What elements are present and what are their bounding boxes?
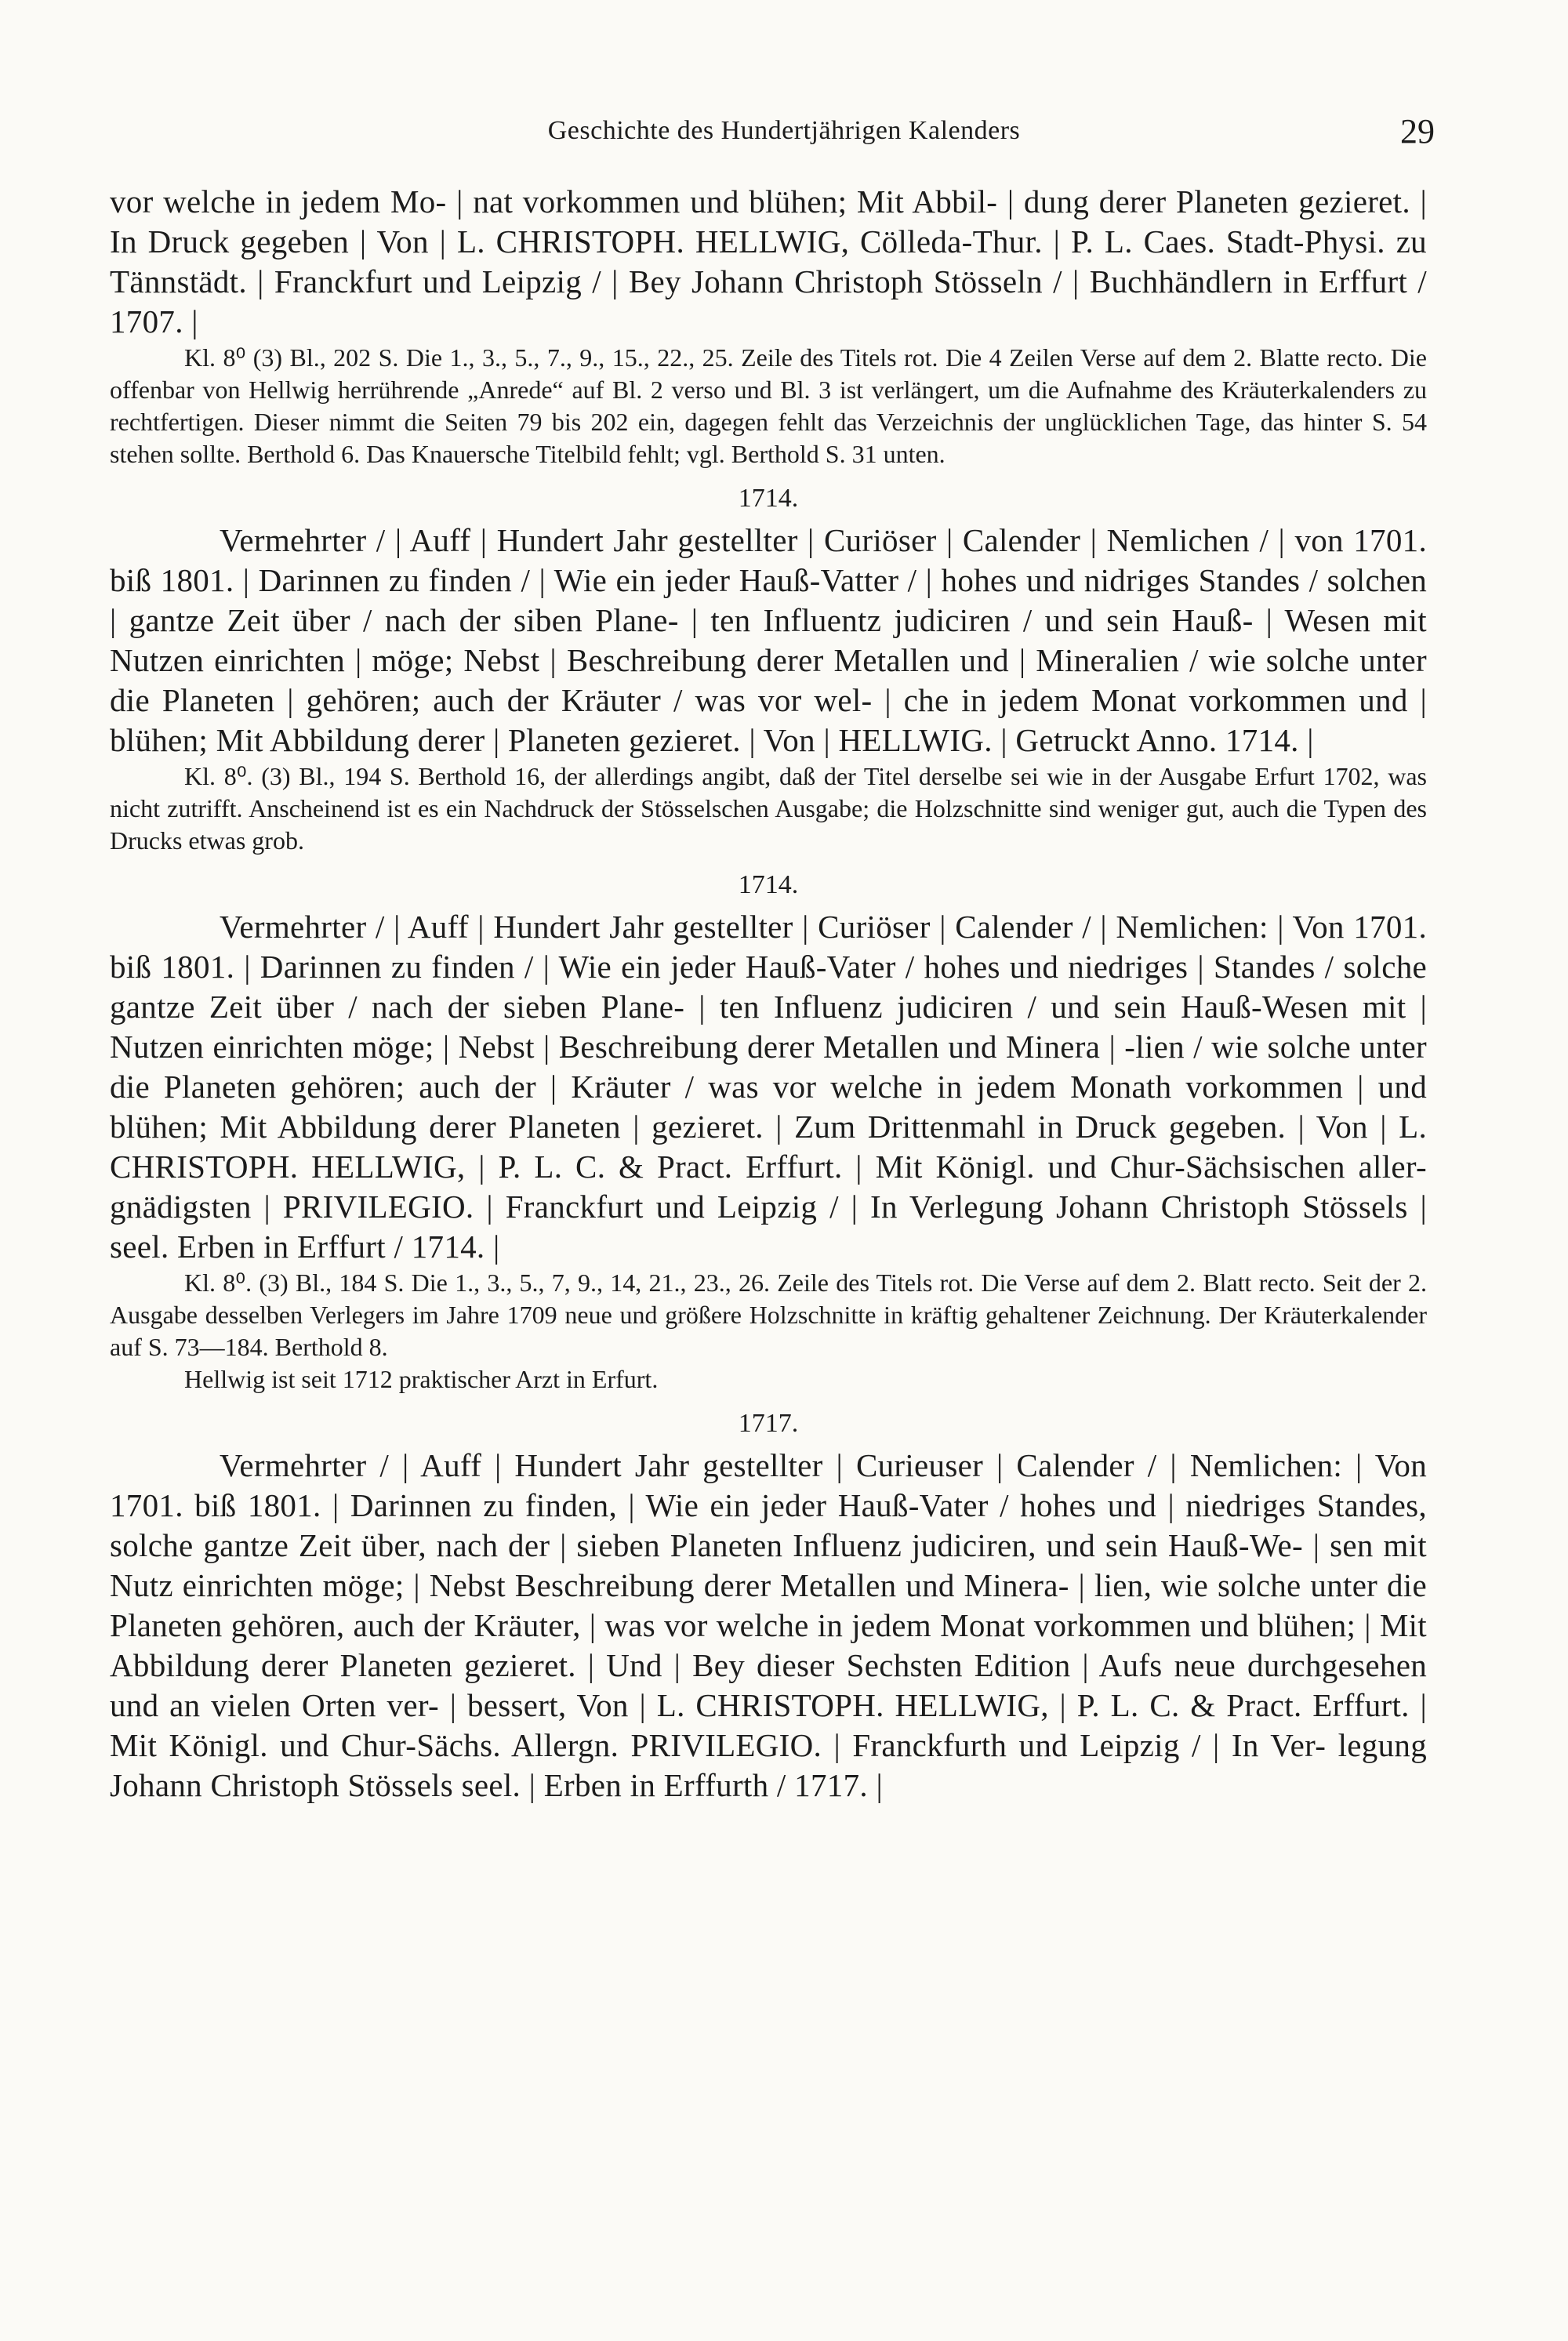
page-header [118, 112, 1450, 163]
running-title: Geschichte des Hundertjährigen Kalenders [547, 116, 1021, 145]
biographical-note: Hellwig ist seit 1712 praktischer Arzt in Erfurt. [184, 1365, 659, 1393]
bibliographic-note: Kl. 8⁰ (3) Bl., 202 S. Die 1., 3., 5., 7., 9., 15., 22., 25. Zeile des Titels rot. Die 4 Zeilen Verse auf dem 2. Blatte recto. Die offenbar von Hellwig herrührende „Anrede“ auf Bl. 2 verso und Bl. 3 ist verlängert, um die Aufnahme des Kräuterkalenders zu rechtfertigen. Dieser nimmt die Seiten 79 bis 202 ein, dagegen fehlt das Verzeichnis der unglücklichen Tage, das hinter S. 54 stehen sollte. Berthold 6. Das Knauersche Titelbild fehlt; vgl. Berthold S. 31 unten. [110, 343, 1427, 468]
title-transcription: Vermehrter / | Auff | Hundert Jahr gestellter | Curieuser | Calender / | Nemlichen: | Von 1701. biß 1801. | Darinnen zu finden, | Wie ein jeder Hauß-Vater / hohes und | niedriges Standes, solche gantze Zeit über, nach der | sieben Planeten Influenz judiciren, und sein Hauß-We- | sen mit Nutz einrichten möge; | Nebst Beschreibung derer Metallen und Minera- | lien, wie solche unter die Planeten gehören, auch der Kräuter, | was vor welche in jedem Monat vorkommen und blühen; | Mit Abbildung derer Planeten gezieret. | Und | Bey dieser Sechsten Edition | Aufs neue durchgesehen und an vielen Orten ver- | bessert, Von | L. CHRISTOPH. HELLWIG, | P. L. C. & Pract. Erffurt. | Mit Königl. und Chur-Sächs. Allergn. PRIVILEGIO. | Franckfurth und Leipzig / | In Ver- legung Johann Christoph Stössels seel. | Erben in Erffurth / 1717. | [110, 1447, 1427, 1803]
bibliographic-note: Kl. 8⁰. (3) Bl., 184 S. Die 1., 3., 5., 7, 9., 14, 21., 23., 26. Zeile des Titels rot. Die Verse auf dem 2. Blatt recto. Seit der 2. Ausgabe desselben Verlegers im Jahre 1709 neue und größere Holzschnitte in kräftig gehaltener Zeichnung. Der Kräuterkalender auf S. 73—184. Berthold 8. [110, 1268, 1427, 1361]
year-heading: 1714. [738, 484, 799, 513]
year-heading: 1714. [738, 870, 799, 899]
year-heading: 1717. [738, 1409, 799, 1438]
entry-1707-continued [110, 182, 1427, 470]
title-transcription: Vermehrter / | Auff | Hundert Jahr gestellter | Curiöser | Calender | Nemlichen / | von 1701. biß 1801. | Darinnen zu finden / | Wie ein jeder Hauß-Vatter / | hohes und nidriges Standes / solchen | gantze Zeit über / nach der siben Plane- | ten Influentz judiciren / und sein Hauß- | Wesen mit Nutzen einrichten | möge; Nebst | Beschreibung derer Metallen und | Mineralien / wie solche unter die Planeten | gehören; auch der Kräuter / was vor wel- | che in jedem Monat vorkommen und | blühen; Mit Abbildung derer | Planeten gezieret. | Von | HELLWIG. | Getruckt Anno. 1714. | [110, 522, 1427, 758]
entry-1717 [110, 1408, 1427, 1806]
title-transcription: vor welche in jedem Mo- | nat vorkommen und blühen; Mit Abbil- | dung derer Planeten gezieret. | In Druck gegeben | Von | L. CHRISTOPH. HELLWIG, Cölleda-Thur. | P. L. Caes. Stadt-Physi. zu Tännstädt. | Franckfurt und Leipzig / | Bey Johann Christoph Stösseln / | Buchhändlern in Erffurt / 1707. | [110, 183, 1427, 339]
entry-1714-first [110, 483, 1427, 857]
page-number: 29 [1400, 112, 1435, 151]
body-text [110, 182, 1427, 1806]
entry-1714-second [110, 869, 1427, 1396]
bibliographic-note: Kl. 8⁰. (3) Bl., 194 S. Berthold 16, der allerdings angibt, daß der Titel derselbe sei wie in der Ausgabe Erfurt 1702, was nicht zutrifft. Anscheinend ist es ein Nachdruck der Stösselschen Ausgabe; die Holzschnitte sind weniger gut, auch die Typen des Drucks etwas grob. [110, 762, 1427, 855]
title-transcription: Vermehrter / | Auff | Hundert Jahr gestellter | Curiöser | Calender / | Nemlichen: | Von 1701. biß 1801. | Darinnen zu finden / | Wie ein jeder Hauß-Vater / hohes und niedriges | Standes / solche gantze Zeit über / nach der sieben Plane- | ten Influenz judiciren / und sein Hauß-Wesen mit | Nutzen einrichten möge; | Nebst | Beschreibung derer Metallen und Minera | -lien / wie solche unter die Planeten gehören; auch der | Kräuter / was vor welche in jedem Monath vorkommen | und blühen; Mit Abbildung derer Planeten | gezieret. | Zum Drittenmahl in Druck gegeben. | Von | L. CHRISTOPH. HELLWIG, | P. L. C. & Pract. Erffurt. | Mit Königl. und Chur-Sächsischen aller- gnädigsten | PRIVILEGIO. | Franckfurt und Leipzig / | In Verlegung Johann Christoph Stössels | seel. Erben in Erffurt / 1714. | [110, 909, 1427, 1265]
